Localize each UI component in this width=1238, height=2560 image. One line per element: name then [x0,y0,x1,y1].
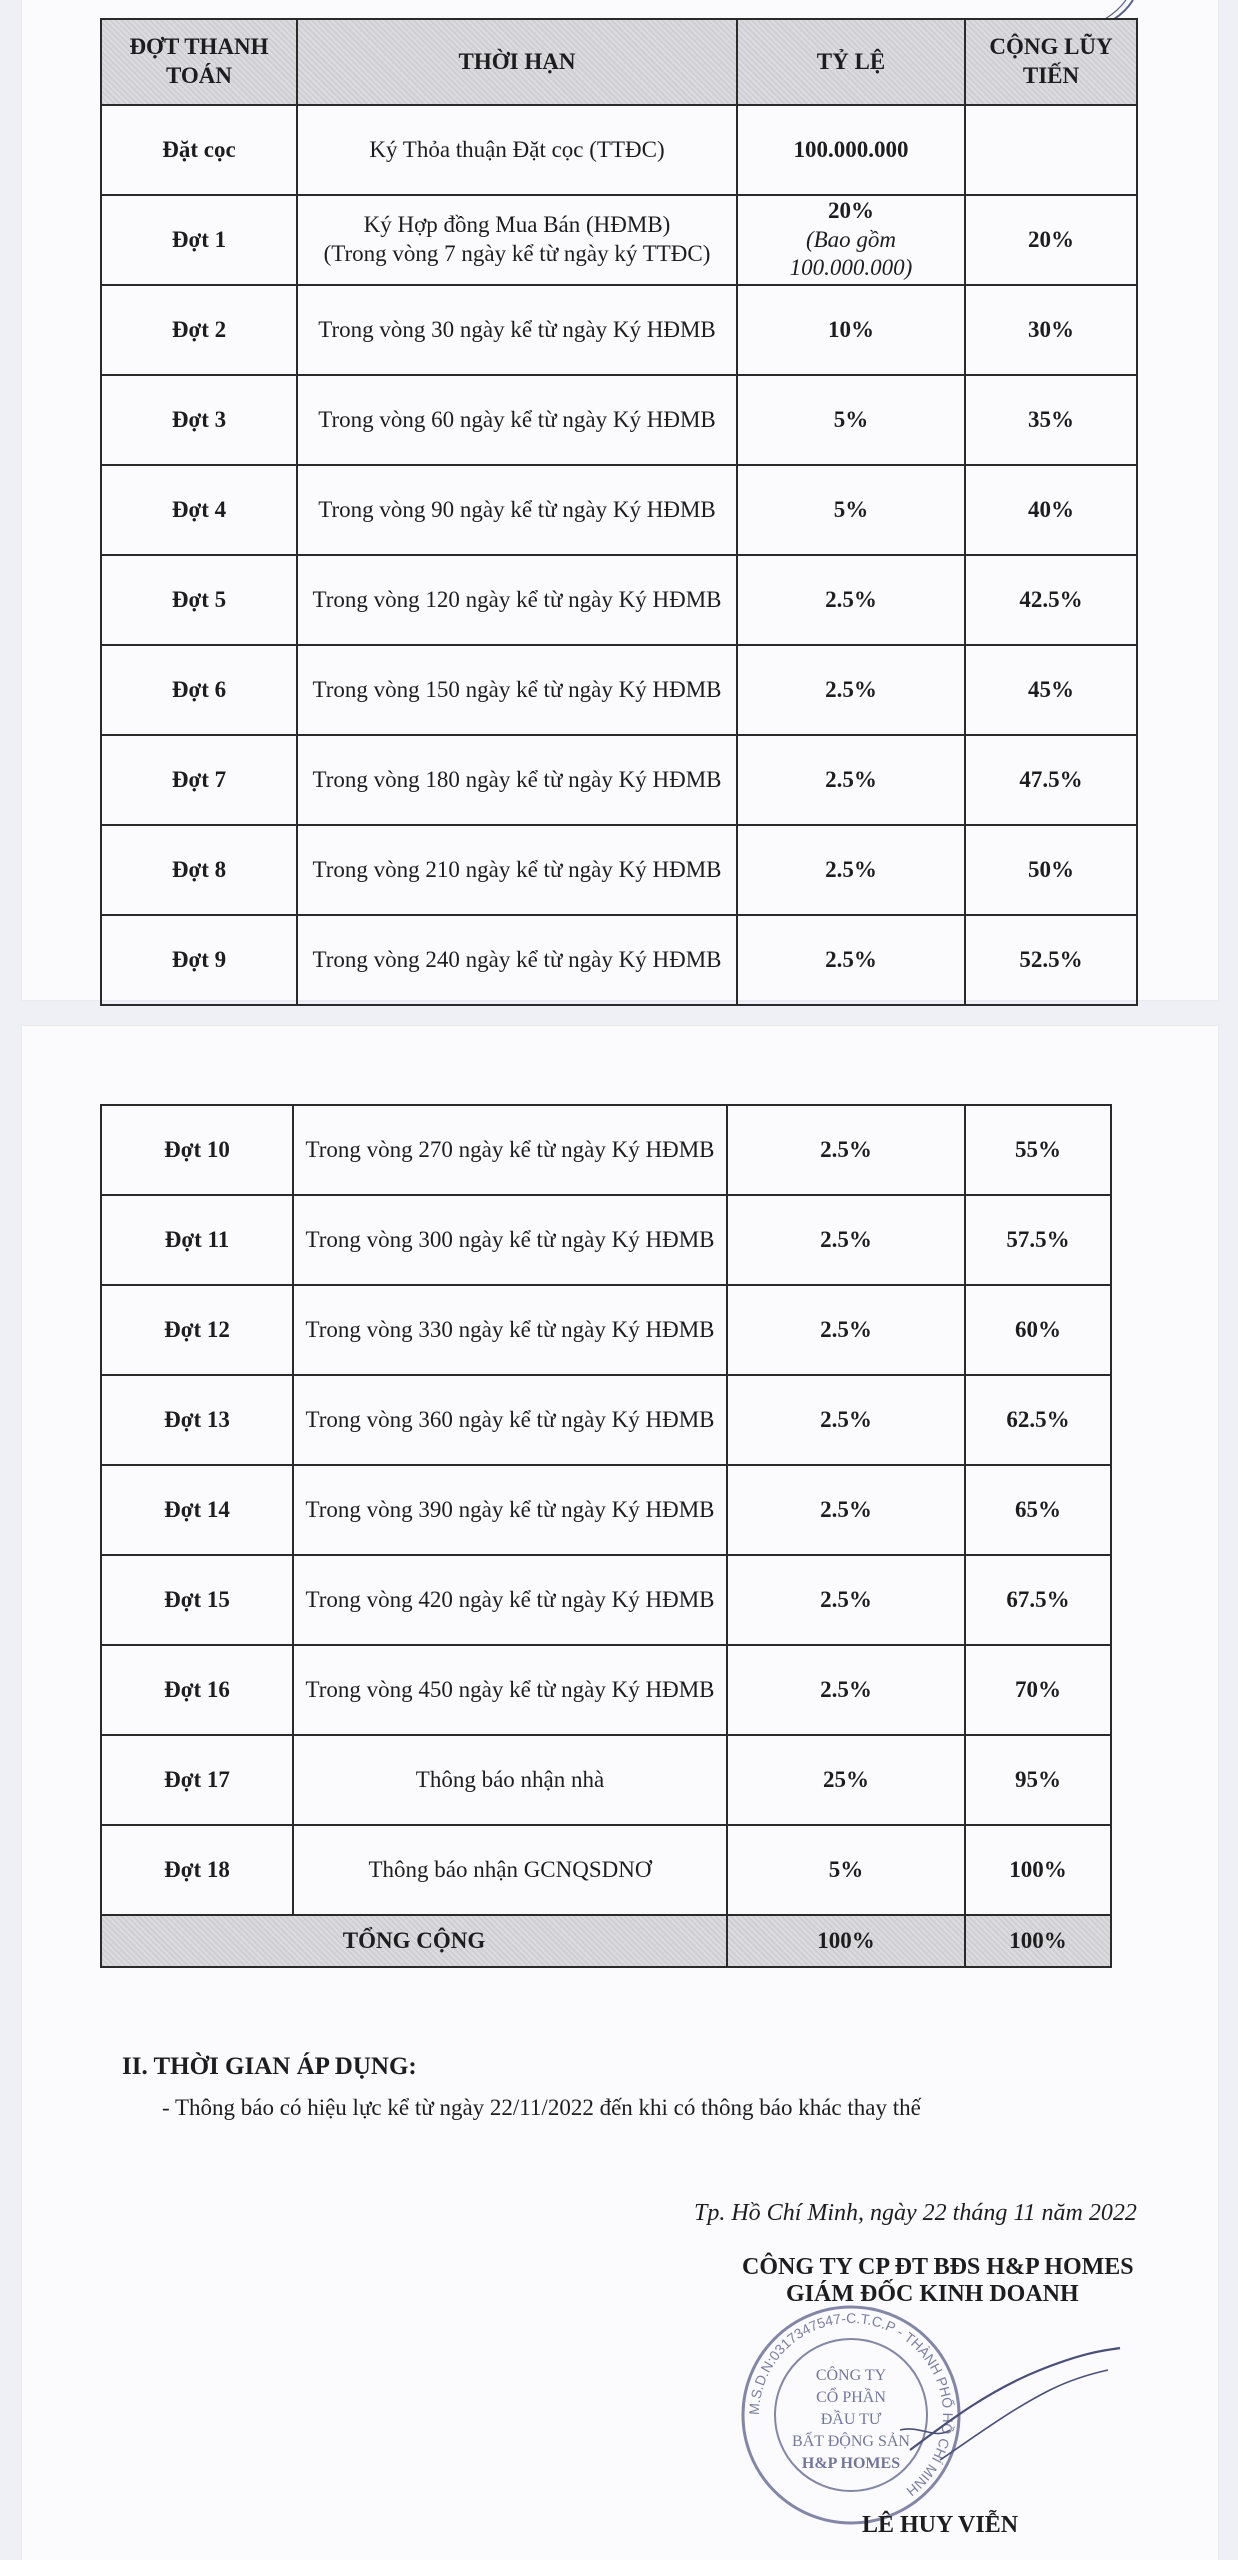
table-row [101,645,1137,735]
row-luy-tien: 40% [965,465,1137,555]
row-thoi-han: Trong vòng 210 ngày kể từ ngày Ký HĐMB [297,825,737,915]
row-ty-le: 2.5% [727,1285,965,1375]
row-dot: Đợt 1 [101,195,297,285]
row-ty-le: 100.000.000 [737,105,965,195]
row-ty-le: 2.5% [727,1465,965,1555]
row-luy-tien: 67.5% [965,1555,1111,1645]
row-ty-le-value: 20% [828,197,874,223]
row-luy-tien: 30% [965,285,1137,375]
company-name: CÔNG TY CP ĐT BĐS H&P HOMES [742,2254,1134,2280]
row-ty-le: 2.5% [737,825,965,915]
row-dot: Đợt 18 [101,1825,293,1915]
row-thoi-han: Trong vòng 300 ngày kể từ ngày Ký HĐMB [293,1195,727,1285]
row-luy-tien: 65% [965,1465,1111,1555]
row-dot: Đợt 10 [101,1105,293,1195]
row-luy-tien: 100% [965,1825,1111,1915]
section-bullet-text: - Thông báo có hiệu lực kể từ ngày 22/11/2022 đến khi có thông báo khác thay thế [162,2095,921,2120]
row-luy-tien: 35% [965,375,1137,465]
section-heading: II. THỜI GIAN ÁP DỤNG: [122,2053,417,2080]
table-row [101,1555,1111,1645]
row-dot: Đợt 16 [101,1645,293,1735]
row-luy-tien: 20% [965,195,1137,285]
row-luy-tien: 45% [965,645,1137,735]
row-thoi-han: Trong vòng 180 ngày kể từ ngày Ký HĐMB [297,735,737,825]
row-thoi-han: Trong vòng 390 ngày kể từ ngày Ký HĐMB [293,1465,727,1555]
row-dot: Đợt 17 [101,1735,293,1825]
table-row [101,105,1137,195]
row-luy-tien: 52.5% [965,915,1137,1005]
row-thoi-han: Trong vòng 30 ngày kể từ ngày Ký HĐMB [297,285,737,375]
header-ty-le: TỶ LỆ [737,19,965,105]
row-dot: Đợt 13 [101,1375,293,1465]
row-ty-le: 10% [737,285,965,375]
row-ty-le: 2.5% [737,555,965,645]
row-ty-le-note: (Bao gồm 100.000.000) [789,226,913,281]
stamp-line: H&P HOMES [801,2455,901,2472]
row-dot: Đợt 3 [101,375,297,465]
signer-name: LÊ HUY VIỄN [862,2512,1019,2538]
row-ty-le: 2.5% [727,1105,965,1195]
total-label: TỔNG CỘNG [101,1915,727,1967]
table-row [101,1195,1111,1285]
row-dot: Đợt 6 [101,645,297,735]
row-dot: Đợt 9 [101,915,297,1005]
table-row [101,285,1137,375]
table-row [101,1825,1111,1915]
row-luy-tien: 60% [965,1285,1111,1375]
row-dot: Đợt 14 [101,1465,293,1555]
row-thoi-han: Trong vòng 270 ngày kể từ ngày Ký HĐMB [293,1105,727,1195]
table-row [101,825,1137,915]
table-row [101,555,1137,645]
row-thoi-han: Trong vòng 120 ngày kể từ ngày Ký HĐMB [297,555,737,645]
row-thoi-han: Thông báo nhận nhà [293,1735,727,1825]
header-thoi-han: THỜI HẠN [297,19,737,105]
row-luy-tien: 42.5% [965,555,1137,645]
stamp-line: ĐẦU TƯ [820,2411,882,2428]
row-dot: Đợt 4 [101,465,297,555]
total-row [101,1915,1111,1967]
stamp-line: CÔNG TY [815,2367,887,2384]
table-row [101,195,1137,285]
table-row [101,1645,1111,1735]
row-ty-le: 2.5% [727,1195,965,1285]
row-luy-tien: 62.5% [965,1375,1111,1465]
row-dot: Đợt 15 [101,1555,293,1645]
row-dot: Đợt 12 [101,1285,293,1375]
row-dot: Đợt 11 [101,1195,293,1285]
row-ty-le: 2.5% [727,1375,965,1465]
table-row [101,1735,1111,1825]
row-thoi-han: Trong vòng 450 ngày kể từ ngày Ký HĐMB [293,1645,727,1735]
row-thoi-han: Trong vòng 60 ngày kể từ ngày Ký HĐMB [297,375,737,465]
row-thoi-han: Ký Thỏa thuận Đặt cọc (TTĐC) [297,105,737,195]
row-thoi-han: Trong vòng 420 ngày kể từ ngày Ký HĐMB [293,1555,727,1645]
row-luy-tien: 50% [965,825,1137,915]
row-luy-tien: 70% [965,1645,1111,1735]
row-ty-le: 2.5% [737,915,965,1005]
row-thoi-han: Trong vòng 240 ngày kể từ ngày Ký HĐMB [297,915,737,1005]
table-row [101,1375,1111,1465]
row-ty-le: 5% [737,375,965,465]
table-row [101,1105,1111,1195]
row-thoi-han-line1: Ký Hợp đồng Mua Bán (HĐMB) [363,212,671,238]
place-date: Tp. Hồ Chí Minh, ngày 22 tháng 11 năm 2022 [694,2200,1137,2226]
row-dot: Đợt 7 [101,735,297,825]
row-ty-le: 5% [737,465,965,555]
stamp-ring-text: M.S.D.N:0317347547-C.T.C.P - THÀNH PHỐ HỒ CHÍ MINH [745,2309,957,2500]
row-ty-le: 2.5% [727,1645,965,1735]
total-luy-tien: 100% [965,1915,1111,1967]
row-thoi-han: Trong vòng 150 ngày kể từ ngày Ký HĐMB [297,645,737,735]
row-dot: Đặt cọc [101,105,297,195]
row-thoi-han: Trong vòng 330 ngày kể từ ngày Ký HĐMB [293,1285,727,1375]
row-ty-le: 2.5% [737,645,965,735]
row-ty-le [737,195,965,285]
row-luy-tien [965,105,1137,195]
row-thoi-han: Trong vòng 90 ngày kể từ ngày Ký HĐMB [297,465,737,555]
row-dot: Đợt 8 [101,825,297,915]
row-thoi-han [297,195,737,285]
row-luy-tien: 95% [965,1735,1111,1825]
table-row [101,915,1137,1005]
table-row [101,1285,1111,1375]
table-row [101,735,1137,825]
payment-schedule-table-part2 [100,1104,1112,1968]
row-dot: Đợt 2 [101,285,297,375]
stamp-line: CỔ PHẦN [816,2389,886,2406]
table-row [101,1465,1111,1555]
header-dot: ĐỢT THANH TOÁN [101,19,297,105]
stamp-line: BẤT ĐỘNG SẢN [792,2433,910,2450]
row-ty-le: 5% [727,1825,965,1915]
row-luy-tien: 55% [965,1105,1111,1195]
row-ty-le: 2.5% [737,735,965,825]
row-thoi-han: Trong vòng 360 ngày kể từ ngày Ký HĐMB [293,1375,727,1465]
row-thoi-han: Thông báo nhận GCNQSDNƠ [293,1825,727,1915]
row-luy-tien: 47.5% [965,735,1137,825]
row-dot: Đợt 5 [101,555,297,645]
row-thoi-han-line2: (Trong vòng 7 ngày kể từ ngày ký TTĐC) [323,241,711,266]
row-ty-le: 25% [727,1735,965,1825]
row-luy-tien: 57.5% [965,1195,1111,1285]
handwritten-signature [880,2330,1130,2490]
table-header-row [101,19,1137,105]
table-row [101,375,1137,465]
signer-position: GIÁM ĐỐC KINH DOANH [786,2281,1079,2307]
total-ty-le: 100% [727,1915,965,1967]
header-luy-tien: CỘNG LŨY TIẾN [965,19,1137,105]
row-ty-le: 2.5% [727,1555,965,1645]
table-row [101,465,1137,555]
payment-schedule-table-part1 [100,18,1138,1006]
